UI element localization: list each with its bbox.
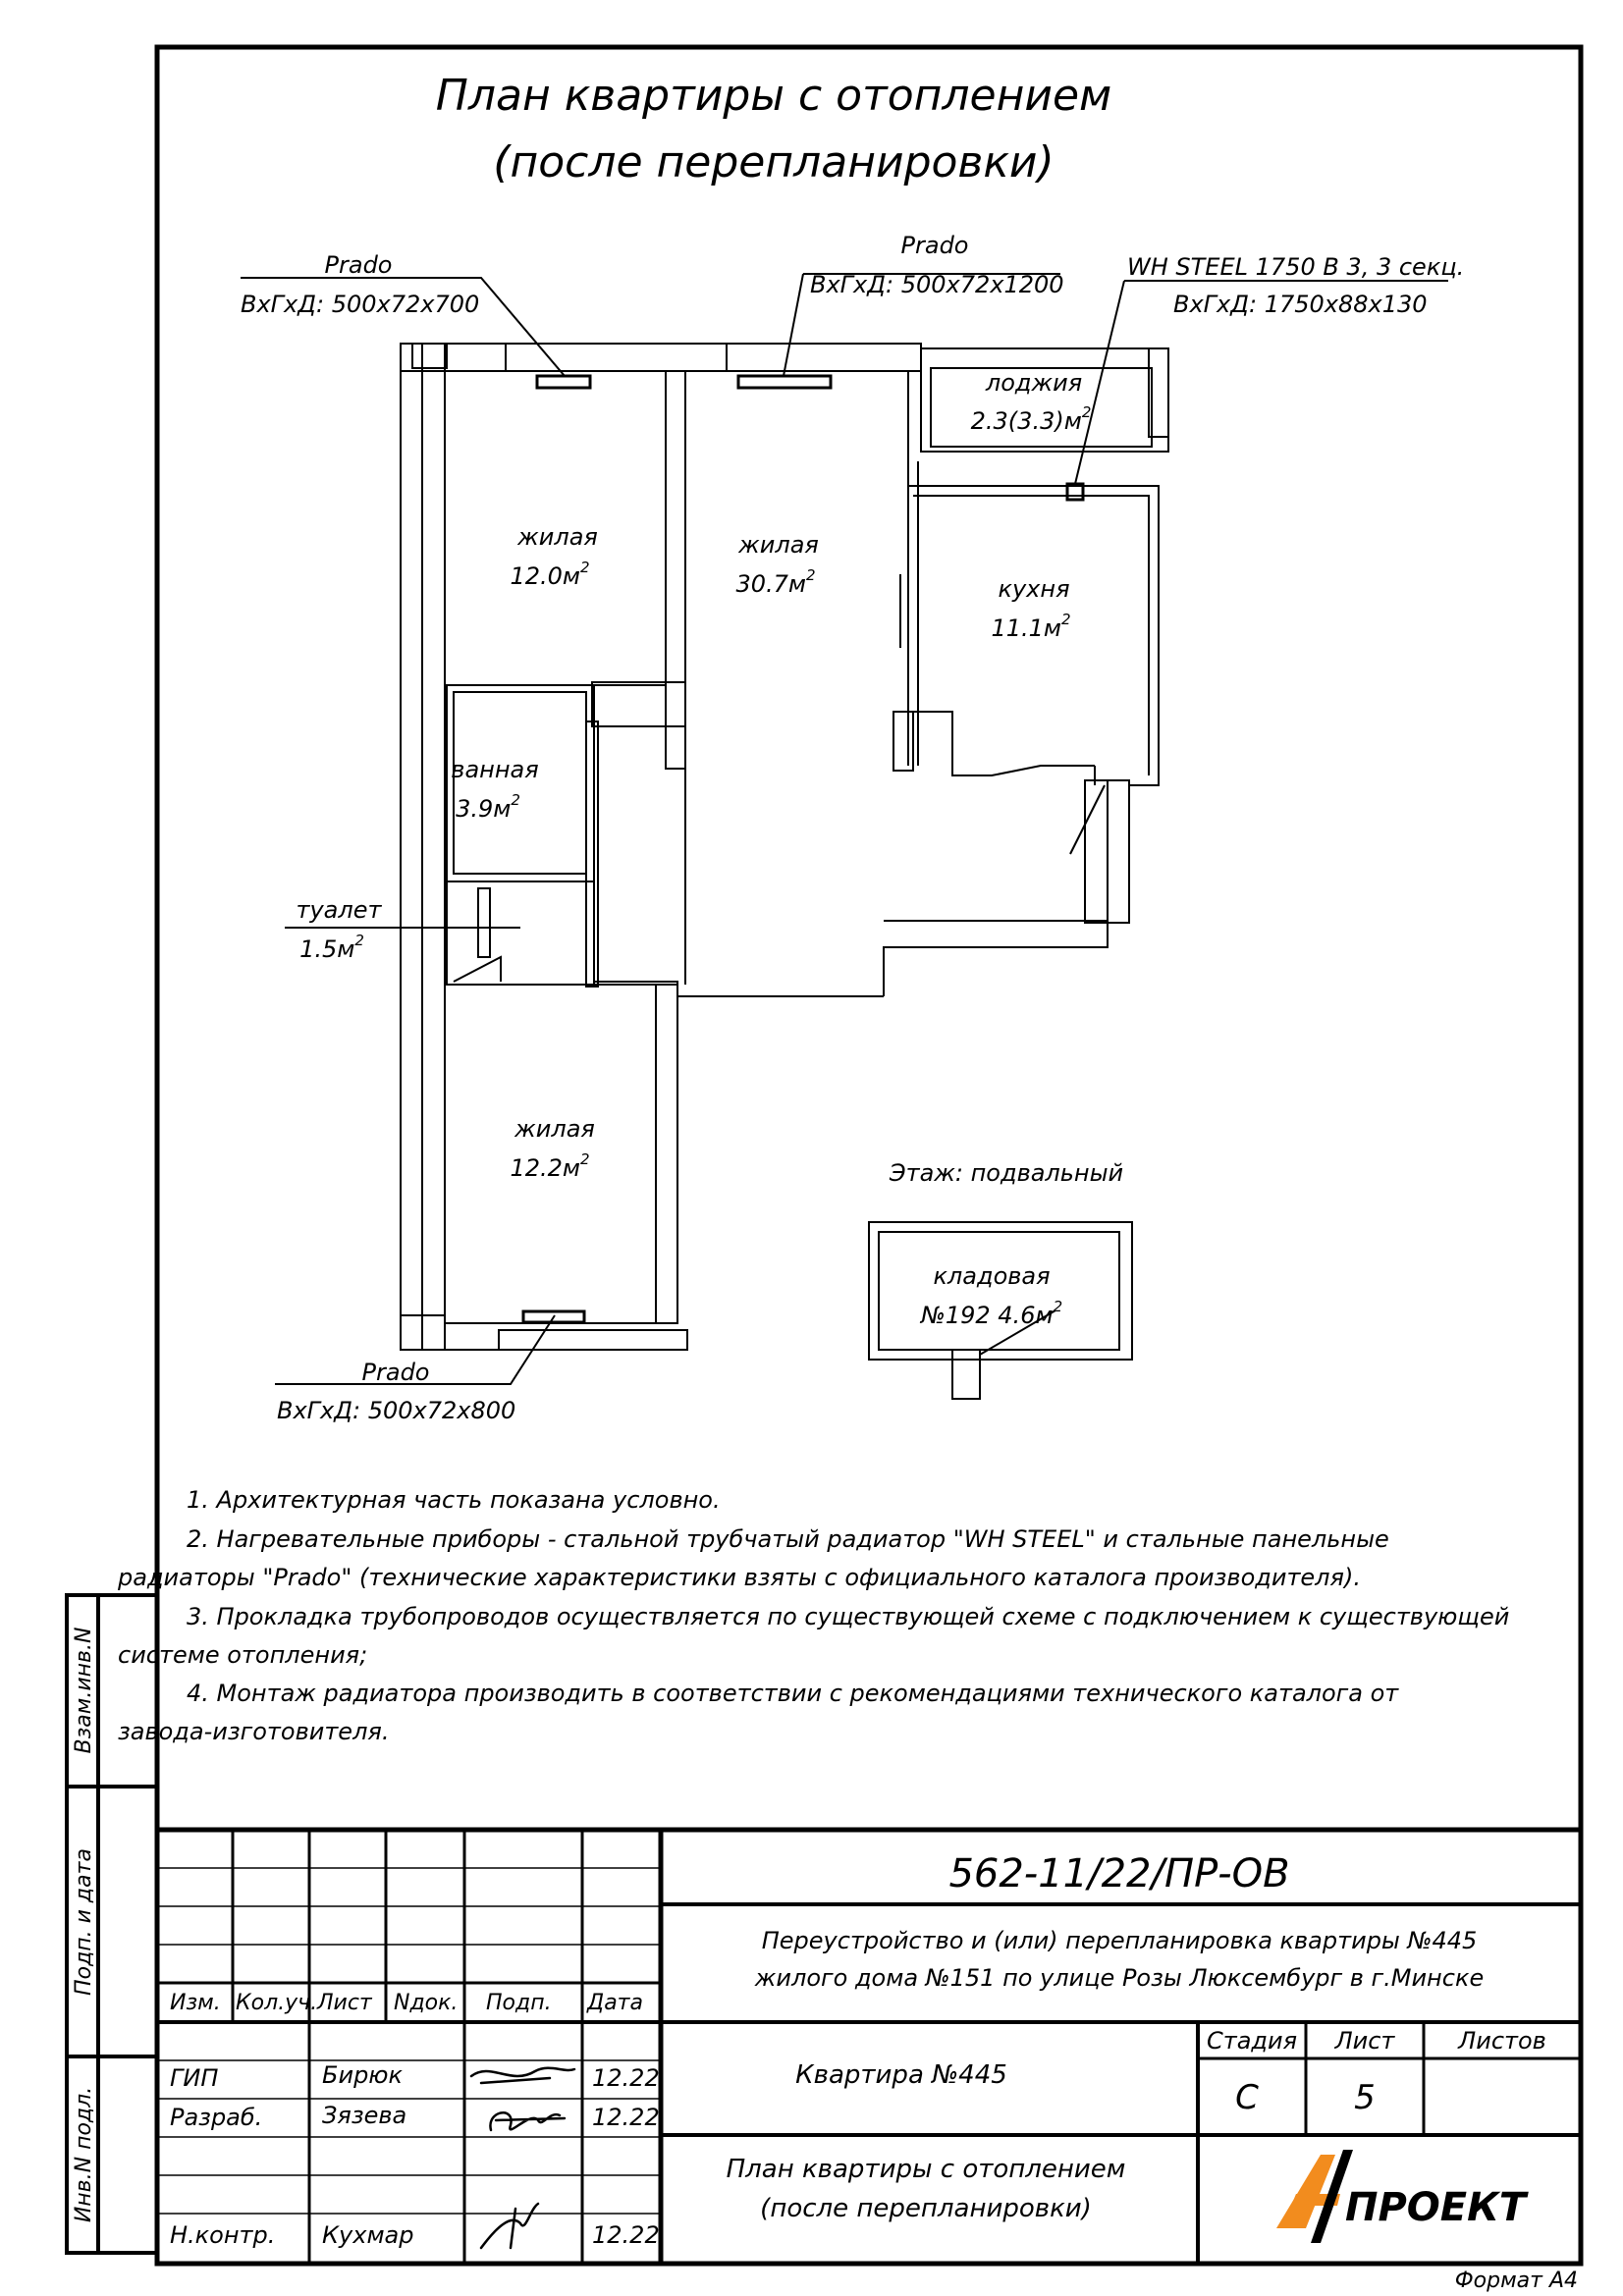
staff-date-3: 12.22 bbox=[592, 2221, 660, 2249]
stage-value: С bbox=[1235, 2078, 1259, 2117]
signature-images bbox=[471, 2068, 574, 2248]
staff-role-2: Разраб. bbox=[170, 2104, 263, 2131]
room-bath-area: $3.9м^2$ bbox=[456, 791, 520, 823]
header-ndok: Nдок. bbox=[394, 1991, 459, 2015]
callout-1-name: Prado bbox=[324, 251, 393, 279]
room-bath-name: ванная bbox=[451, 756, 539, 783]
side-stamp-sign-date: Подп. и дата bbox=[72, 1848, 96, 1996]
room-toilet-name: туалет bbox=[296, 896, 382, 924]
floor-plan bbox=[241, 274, 1448, 1399]
callout-4-dims: ВхГхД: 500х72х800 bbox=[277, 1397, 516, 1424]
callout-3-name: WH STEEL 1750 В 3, 3 секц. bbox=[1127, 253, 1465, 281]
radiator-prado-700 bbox=[537, 376, 590, 388]
room-loggia-name: лоджия bbox=[985, 369, 1083, 397]
note-2-cont: радиаторы "Prado" (технические характеристики взяты с официального каталога производителя). bbox=[118, 1564, 1361, 1591]
note-3-cont: системе отопления; bbox=[118, 1641, 368, 1669]
logo-text: ПРОЕКТ bbox=[1345, 2185, 1527, 2230]
side-stamp-replace-inv: Взам.инв.N bbox=[72, 1627, 96, 1754]
sheet-title-line1: План квартиры с отоплением bbox=[726, 2155, 1126, 2184]
note-1: 1. Архитектурная часть показана условно. bbox=[187, 1486, 721, 1514]
callout-2-name: Prado bbox=[900, 232, 969, 259]
room-loggia-area: $2.3(3.3)м^2$ bbox=[970, 403, 1092, 435]
document-code: 562-11/22/ПР-ОВ bbox=[948, 1851, 1290, 1896]
room-living1-area: $12.0м^2$ bbox=[510, 559, 590, 590]
header-izm: Изм. bbox=[170, 1991, 221, 2015]
header-kol: Кол.уч. bbox=[236, 1991, 318, 2015]
room-living3-name: жилая bbox=[514, 1115, 595, 1143]
note-4: 4. Монтаж радиатора производить в соответствии с рекомендациями технического каталога от bbox=[187, 1680, 1399, 1707]
room-kitchen-name: кухня bbox=[998, 575, 1070, 603]
sheets-label: Листов bbox=[1458, 2027, 1546, 2055]
callout-4-name: Prado bbox=[361, 1359, 430, 1386]
room-toilet-area: $1.5м^2$ bbox=[299, 932, 364, 963]
header-data: Дата bbox=[587, 1991, 643, 2015]
stage-label: Стадия bbox=[1206, 2027, 1298, 2055]
room-living3-area: $12.2м^2$ bbox=[510, 1150, 590, 1182]
drawing-title-line1: План квартиры с отоплением bbox=[435, 71, 1112, 121]
room-living2-name: жилая bbox=[738, 531, 819, 559]
floor-label: Этаж: подвальный bbox=[889, 1159, 1124, 1187]
callout-2-dims: ВхГхД: 500х72х1200 bbox=[810, 271, 1064, 298]
staff-role-1: ГИП bbox=[170, 2064, 219, 2092]
note-3: 3. Прокладка трубопроводов осуществляется по существующей схеме с подключением к существующей bbox=[187, 1603, 1510, 1630]
sheet-title-line2: (после перепланировки) bbox=[760, 2194, 1092, 2223]
room-storage-name: кладовая bbox=[933, 1262, 1051, 1290]
object-name-line1: Переустройство и (или) перепланировка квартиры №445 bbox=[761, 1927, 1478, 1954]
header-podp: Подп. bbox=[486, 1991, 552, 2015]
header-list: Лист bbox=[317, 1991, 372, 2015]
staff-role-3: Н.контр. bbox=[170, 2221, 276, 2249]
company-logo bbox=[1276, 2150, 1529, 2243]
drawing-title-line2: (после перепланировки) bbox=[493, 137, 1055, 187]
staff-name-1: Бирюк bbox=[322, 2061, 403, 2089]
staff-date-2: 12.22 bbox=[592, 2104, 660, 2131]
format-label: Формат А4 bbox=[1454, 2269, 1578, 2293]
object-name-line2: жилого дома №151 по улице Розы Люксембург в г.Минске bbox=[754, 1964, 1485, 1992]
sheet-label: Лист bbox=[1334, 2027, 1395, 2055]
sheet-value: 5 bbox=[1354, 2078, 1376, 2117]
apartment-name: Квартира №445 bbox=[795, 2060, 1007, 2090]
room-storage-area: №192 $4.6м^2$ bbox=[920, 1298, 1063, 1329]
room-living2-area: $30.7м^2$ bbox=[735, 566, 816, 598]
staff-name-3: Кухмар bbox=[322, 2221, 414, 2249]
side-stamp-orig-inv: Инв.N подл. bbox=[72, 2086, 96, 2223]
callout-3-dims: ВхГхД: 1750х88х130 bbox=[1173, 291, 1428, 318]
note-2: 2. Нагревательные приборы - стальной трубчатый радиатор "WH STEEL" и стальные панельные bbox=[187, 1525, 1389, 1553]
staff-date-1: 12.22 bbox=[592, 2064, 660, 2092]
room-kitchen-area: $11.1м^2$ bbox=[991, 611, 1071, 642]
radiator-prado-1200 bbox=[738, 376, 831, 388]
staff-name-2: Зязева bbox=[322, 2102, 407, 2129]
callout-1-dims: ВхГхД: 500х72х700 bbox=[241, 291, 480, 318]
note-4-cont: завода-изготовителя. bbox=[118, 1718, 390, 1745]
room-living1-name: жилая bbox=[517, 523, 598, 551]
